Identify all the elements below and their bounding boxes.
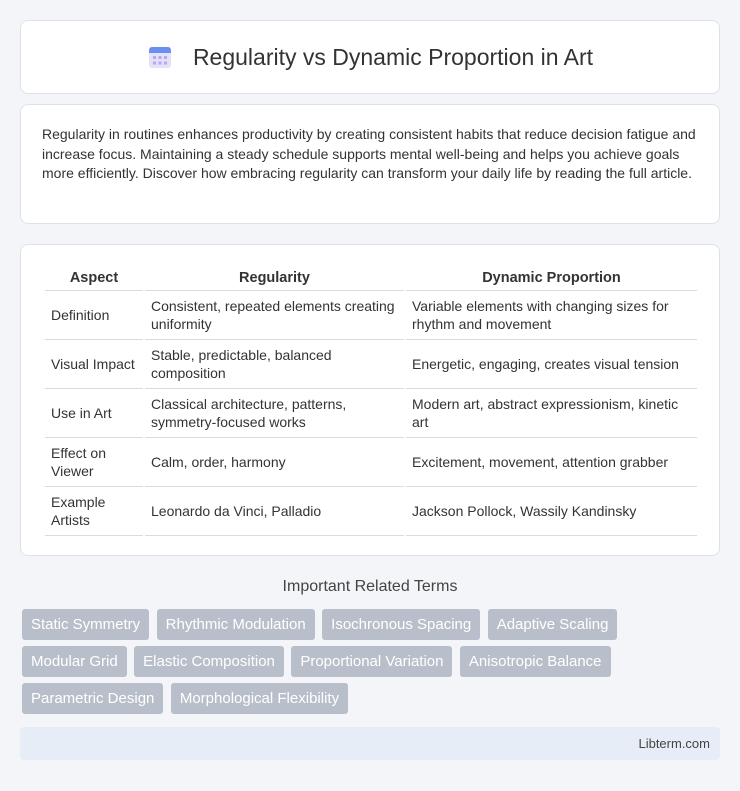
calendar-icon [147, 44, 173, 70]
tag-anisotropic-balance[interactable]: Anisotropic Balance [460, 646, 611, 677]
comparison-table [43, 265, 699, 536]
tag-adaptive-scaling[interactable]: Adaptive Scaling [488, 609, 618, 640]
footer [20, 727, 720, 760]
header-aspect: Aspect [45, 265, 143, 291]
table-cell: Stable, predictable, balanced composition [145, 340, 404, 389]
table-cell: Use in Art [45, 389, 143, 438]
tag-static-symmetry[interactable]: Static Symmetry [22, 609, 149, 640]
intro-card [20, 104, 720, 224]
footer-site-link[interactable]: Libterm.com [638, 736, 710, 751]
related-terms-list [22, 609, 722, 720]
table-cell: Modern art, abstract expressionism, kinetic art [406, 389, 697, 438]
tag-morphological-flexibility[interactable]: Morphological Flexibility [171, 683, 348, 714]
table-cell: Leonardo da Vinci, Palladio [145, 487, 404, 536]
table-row [45, 291, 697, 340]
page-title: Regularity vs Dynamic Proportion in Art [192, 43, 594, 70]
related-terms-title: Important Related Terms [282, 578, 458, 595]
tag-elastic-composition[interactable]: Elastic Composition [134, 646, 284, 677]
table-cell: Effect on Viewer [45, 438, 143, 487]
table-cell: Energetic, engaging, creates visual tension [406, 340, 697, 389]
tag-parametric-design[interactable]: Parametric Design [22, 683, 163, 714]
header-regularity: Regularity [145, 265, 404, 291]
table-cell: Definition [45, 291, 143, 340]
tag-modular-grid[interactable]: Modular Grid [22, 646, 127, 677]
title-card [20, 20, 720, 94]
table-header-row [45, 265, 697, 291]
table-row [45, 438, 697, 487]
table-cell: Visual Impact [45, 340, 143, 389]
table-cell: Calm, order, harmony [145, 438, 404, 487]
table-row [45, 487, 697, 536]
table-row [45, 340, 697, 389]
tag-isochronous-spacing[interactable]: Isochronous Spacing [322, 609, 480, 640]
table-cell: Example Artists [45, 487, 143, 536]
comparison-card [20, 244, 720, 556]
table-cell: Variable elements with changing sizes for rhythm and movement [406, 291, 697, 340]
header-dynamic-proportion: Dynamic Proportion [406, 265, 697, 291]
table-cell: Consistent, repeated elements creating uniformity [145, 291, 404, 340]
table-cell: Classical architecture, patterns, symmetry-focused works [145, 389, 404, 438]
tag-rhythmic-modulation[interactable]: Rhythmic Modulation [157, 609, 315, 640]
table-row [45, 389, 697, 438]
table-cell: Excitement, movement, attention grabber [406, 438, 697, 487]
tag-proportional-variation[interactable]: Proportional Variation [291, 646, 452, 677]
intro-text: Regularity in routines enhances productivity by creating consistent habits that reduce decision fatigue and increase focus. Maintaining a steady schedule supports mental well-being and helps you achieve goals more efficiently. Discover how embracing regularity can transform your daily life by reading the full article. [42, 126, 696, 182]
table-cell: Jackson Pollock, Wassily Kandinsky [406, 487, 697, 536]
